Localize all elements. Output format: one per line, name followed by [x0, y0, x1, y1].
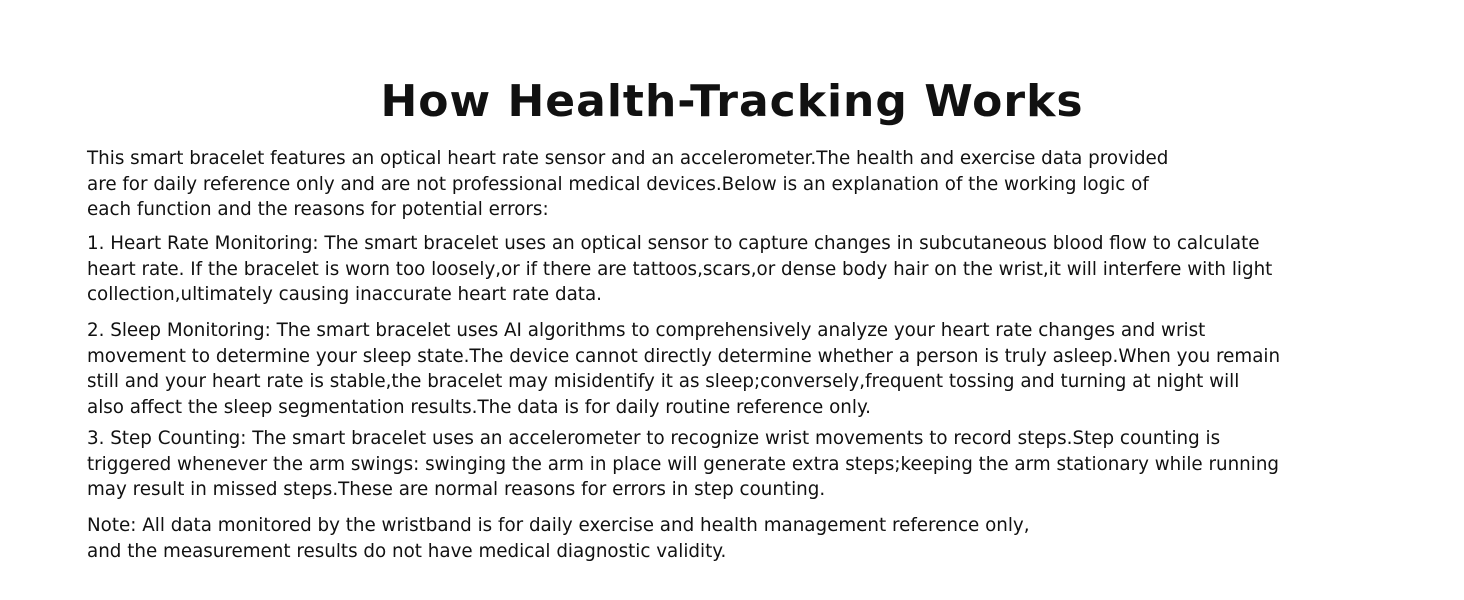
note-paragraph — [87, 513, 1030, 564]
step-counting-section — [87, 426, 1279, 503]
note-line: Note: All data monitored by the wristband is for daily exercise and health management reference only, — [87, 515, 1030, 536]
sleep-line — [87, 318, 1280, 344]
step-counting-line — [87, 426, 1279, 452]
step-counting-line: triggered whenever the arm swings: swinging the arm in place will generate extra steps;keeping the arm stationary while running — [87, 453, 1280, 475]
heart-rate-text: The smart bracelet uses an optical sensor to capture changes in subcutaneous blood flow to calculate — [318, 233, 1260, 254]
heart-rate-line: heart rate. If the bracelet is worn too loosely,or if there are tattoos,scars,or dense body hair on the wrist,it will interfere with light — [87, 258, 1273, 280]
sleep-line: also affect the sleep segmentation results.The data is for daily routine reference only. — [87, 396, 871, 418]
heart-rate-heading: 1. Heart Rate Monitoring: — [87, 233, 319, 254]
note-line: and the measurement results do not have medical diagnostic validity. — [87, 540, 727, 562]
sleep-section — [87, 318, 1280, 420]
heart-rate-line — [87, 231, 1272, 257]
intro-line: This smart bracelet features an optical heart rate sensor and an accelerometer.The health and exercise data provided — [87, 148, 1169, 169]
intro-line: each function and the reasons for potential errors: — [87, 199, 549, 220]
step-counting-line: may result in missed steps.These are normal reasons for errors in step counting. — [87, 479, 826, 500]
heart-rate-section — [87, 231, 1272, 308]
intro-paragraph — [87, 146, 1168, 223]
sleep-text: The smart bracelet uses AI algorithms to comprehensively analyze your heart rate changes and wrist — [270, 320, 1206, 341]
step-counting-heading: 3. Step Counting: — [87, 428, 247, 449]
sleep-line: still and your heart rate is stable,the bracelet may misidentify it as sleep;conversely,frequent tossing and turning at night will — [87, 371, 1240, 392]
page-title: How Health-Tracking Works — [380, 76, 1084, 127]
intro-line: are for daily reference only and are not professional medical devices.Below is an explanation of the working logic of — [87, 173, 1149, 195]
sleep-heading: 2. Sleep Monitoring: — [87, 320, 271, 341]
heart-rate-line: collection,ultimately causing inaccurate heart rate data. — [87, 284, 602, 305]
step-counting-text: The smart bracelet uses an accelerometer to recognize wrist movements to record steps.Step counting is — [246, 428, 1221, 449]
sleep-line: movement to determine your sleep state.The device cannot directly determine whether a person is truly asleep.When you remain — [87, 345, 1281, 367]
